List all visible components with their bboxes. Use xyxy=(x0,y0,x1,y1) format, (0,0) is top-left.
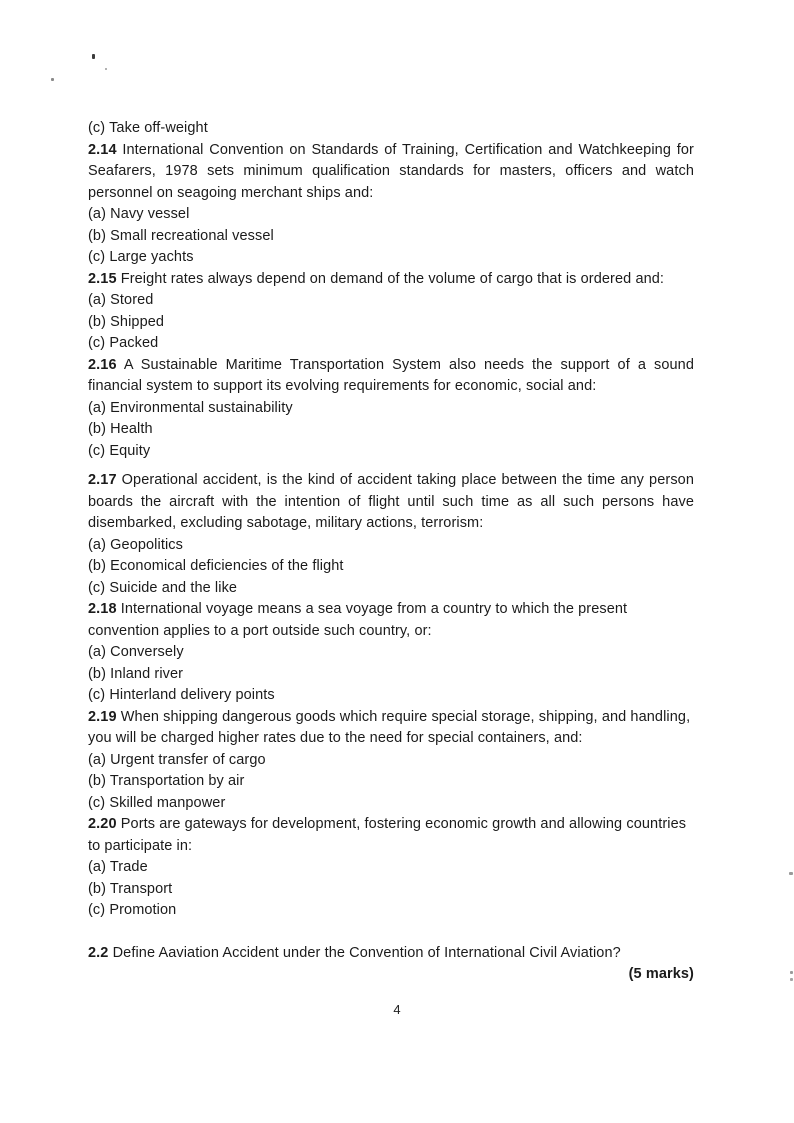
question-number: 2.15 xyxy=(88,270,117,287)
option-text: (b) Transportation by air xyxy=(88,773,245,789)
scan-artifact xyxy=(790,971,793,974)
option-text: (a) Environmental sustainability xyxy=(88,399,293,416)
option-text: (c) Skilled manpower xyxy=(88,794,226,811)
option-text: (a) Conversely xyxy=(88,644,184,660)
scan-artifact xyxy=(790,978,793,981)
option-text: (b) Shipped xyxy=(88,313,165,330)
option-text: (b) Health xyxy=(88,421,153,437)
option-text: (b) Transport xyxy=(88,880,173,897)
question-number: 2.18 xyxy=(88,601,117,617)
option-text: (b) Economical deficiencies of the flight xyxy=(88,558,344,574)
question-text: 2.20 Ports are gateways for development, fostering economic growth and allowing countries to participate in: xyxy=(88,816,687,854)
option-text: (a) Geopolitics xyxy=(88,536,183,553)
page-number: 4 xyxy=(393,1002,401,1017)
option-text: (a) Trade xyxy=(88,859,148,875)
question-number: 2.16 xyxy=(88,356,117,373)
scan-artifact xyxy=(789,872,793,875)
question-number: 2.17 xyxy=(88,472,117,488)
question-list xyxy=(88,118,694,986)
question-text: 2.16 A Sustainable Maritime Transportation System also needs the support of a sound financial system to support its evolving requirements for economic, social and: xyxy=(88,356,694,394)
option-text: (b) Small recreational vessel xyxy=(88,227,274,244)
option-text: (c) Promotion xyxy=(88,902,177,918)
option-text: (a) Urgent transfer of cargo xyxy=(88,751,266,768)
option-text: (c) Hinterland delivery points xyxy=(88,687,275,703)
question-text: 2.18 International voyage means a sea voyage from a country to which the present convention applies to a port outside such country, or: xyxy=(88,601,628,639)
question-text: 2.14 International Convention on Standards of Training, Certification and Watchkeeping for Seafarers, 1978 sets minimum qualification standards for masters, officers and watch personnel on seagoing merchant ships and: xyxy=(88,141,694,201)
question-text: 2.19 When shipping dangerous goods which require special storage, shipping, and handling, you will be charged higher rates due to the need for special containers, and: xyxy=(88,708,691,746)
scan-artifact xyxy=(51,78,54,81)
question-text: 2.17 Operational accident, is the kind of accident taking place between the time any person boards the aircraft with the intention of flight until such time as all such persons have disembarked, excluding sabotage, military actions, terrorism: xyxy=(88,472,694,531)
option-text: (a) Stored xyxy=(88,292,154,308)
option-text: (a) Navy vessel xyxy=(88,206,190,222)
question-number: 2.20 xyxy=(88,816,117,832)
question-number: 2.2 xyxy=(88,944,109,961)
scan-artifact xyxy=(105,68,107,70)
option-text: (c) Large yachts xyxy=(88,249,194,265)
question-number: 2.19 xyxy=(88,708,117,725)
option-text: (c) Packed xyxy=(88,335,159,351)
question-text: 2.15 Freight rates always depend on demand of the volume of cargo that is ordered and: xyxy=(88,270,665,287)
marks-label: (5 marks) xyxy=(628,966,694,982)
option-text: (c) Equity xyxy=(88,442,151,459)
option-text: (c) Suicide and the like xyxy=(88,579,238,596)
question-text: 2.2 Define Aaviation Accident under the Convention of International Civil Aviation? xyxy=(88,944,621,961)
option-text: (b) Inland river xyxy=(88,665,184,682)
option-text: (c) Take off-weight xyxy=(88,120,208,136)
scan-artifact xyxy=(92,54,95,59)
question-number: 2.14 xyxy=(88,141,117,158)
